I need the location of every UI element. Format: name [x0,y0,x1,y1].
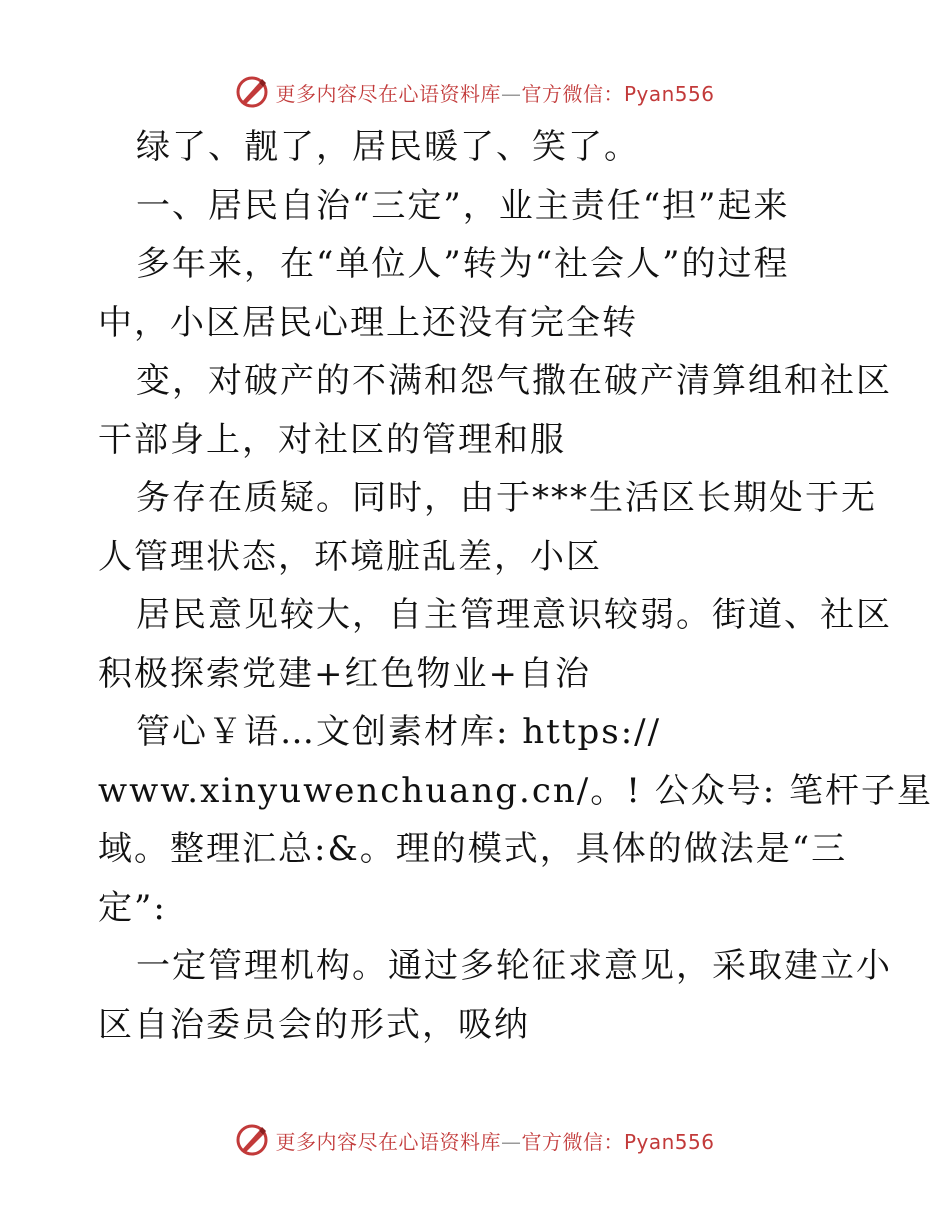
body-line: 务存在质疑。同时，由于***生活区长期处于无 [136,478,877,518]
body-line: 一、居民自治“三定”，业主责任“担”起来 [136,185,790,226]
body-line: 居民意见较大，自主管理意识较弱。街道、社区 [136,595,892,635]
body-line: 域。整理汇总:&。理的模式，具体的做法是“三 [98,829,848,869]
header-banner-title: 更多内容尽在心语资料库 [275,81,501,106]
footer-banner-title: 更多内容尽在心语资料库 [275,1129,501,1154]
pen-logo-icon [235,75,269,109]
body-line: 管心￥语…文创素材库: https:// [136,712,662,752]
footer-banner-text [275,1126,714,1155]
body-line: 干部身上，对社区的管理和服 [98,419,566,460]
body-line: 人管理状态，环境脏乱差，小区 [98,536,602,577]
body-line: 一定管理机构。通过多轮征求意见，采取建立小 [136,946,892,986]
header-banner-text [275,78,714,107]
header-banner [0,72,950,112]
footer-banner [0,1120,950,1160]
body-line: 变，对破产的不满和怨气撒在破产清算组和社区 [136,361,892,401]
document-body [98,118,933,1054]
footer-banner-wechat: 官方微信：Pyan556 [521,1129,715,1154]
body-line: 中，小区居民心理上还没有完全转 [98,302,638,343]
body-line: 积极探索党建+红色物业+自治 [98,653,591,694]
body-line: 多年来，在“单位人”转为“社会人”的过程 [136,244,790,284]
body-line: 定”: [98,887,167,928]
header-banner-wechat: 官方微信：Pyan556 [521,81,715,106]
body-line: 绿了、靓了，居民暖了、笑了。 [136,127,640,167]
body-line: www.xinyuwenchuang.cn/。! 公众号: 笔杆子星 [98,770,933,811]
footer-banner-separator: — [500,1129,522,1154]
body-line: 区自治委员会的形式，吸纳 [98,1004,530,1045]
header-banner-separator: — [500,81,522,106]
pen-logo-icon [235,1123,269,1157]
